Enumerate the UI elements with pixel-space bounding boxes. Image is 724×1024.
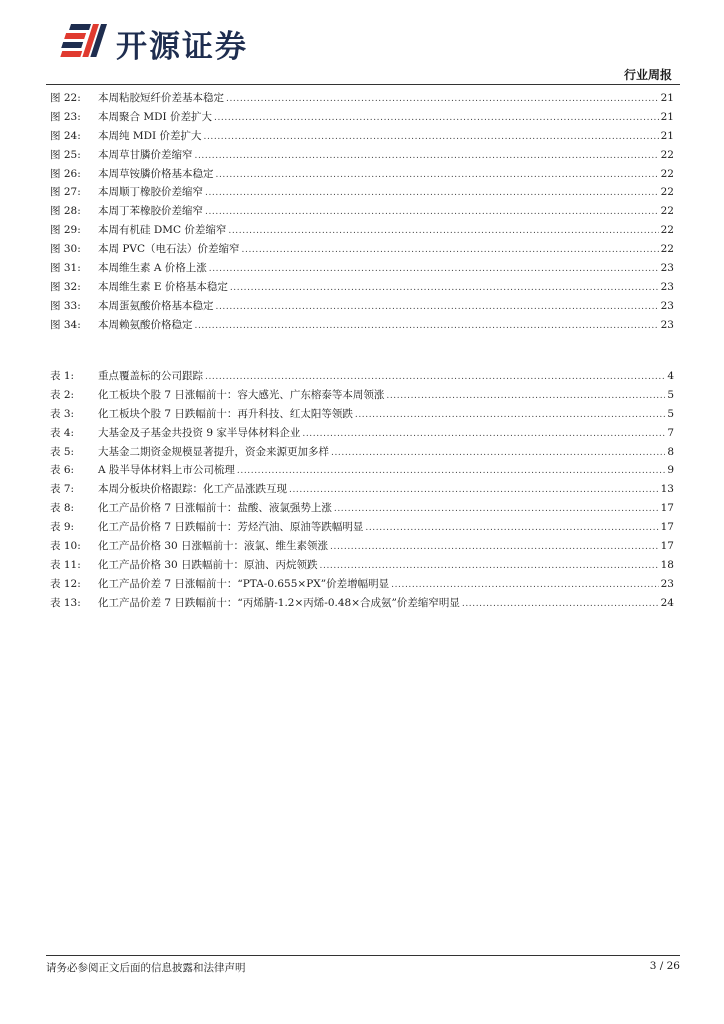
figure-page: 23 bbox=[660, 262, 674, 275]
dot-leader bbox=[216, 297, 659, 317]
kaiyuan-logo-icon bbox=[58, 21, 110, 65]
table-entry[interactable] bbox=[50, 594, 674, 613]
report-type: 行业周报 bbox=[623, 68, 672, 82]
figure-page: 23 bbox=[660, 280, 674, 293]
table-title: 化工板块个股 7 日跌幅前十：再升科技、红太阳等领跌 bbox=[98, 407, 353, 420]
figure-label: 图 26: bbox=[50, 167, 81, 180]
table-title: 化工产品价格 30 日涨幅前十：液氯、维生素领涨 bbox=[98, 540, 329, 553]
table-title: 大基金及子基金共投资 9 家半导体材料企业 bbox=[98, 426, 301, 439]
table-label: 表 6: bbox=[50, 464, 75, 477]
dot-leader bbox=[391, 575, 659, 595]
figure-page: 22 bbox=[660, 167, 674, 180]
table-label: 表 5: bbox=[50, 445, 75, 458]
dot-leader bbox=[320, 556, 659, 576]
table-label: 表 10: bbox=[50, 540, 81, 553]
table-title: A 股半导体材料上市公司梳理 bbox=[98, 464, 235, 477]
figure-entry[interactable] bbox=[50, 183, 674, 202]
figure-entry[interactable] bbox=[50, 89, 674, 108]
table-page: 24 bbox=[660, 596, 674, 609]
dot-leader bbox=[289, 480, 659, 500]
figure-label: 图 28: bbox=[50, 205, 81, 218]
table-title: 化工产品价格 7 日跌幅前十：芳烃汽油、原油等跌幅明显 bbox=[98, 521, 364, 534]
dot-leader bbox=[330, 537, 659, 557]
table-title: 化工产品价差 7 日涨幅前十：“PTA-0.655×PX”价差增幅明显 bbox=[98, 577, 390, 590]
dot-leader bbox=[355, 405, 665, 425]
table-entry[interactable] bbox=[50, 405, 674, 424]
figure-entry[interactable] bbox=[50, 221, 674, 240]
table-label: 表 13: bbox=[50, 596, 81, 609]
figure-label: 图 30: bbox=[50, 243, 81, 256]
dot-leader bbox=[228, 221, 658, 241]
figure-title: 本周赖氨酸价格稳定 bbox=[98, 318, 193, 331]
figure-page: 21 bbox=[660, 129, 674, 142]
figure-title: 本周维生素 E 价格基本稳定 bbox=[98, 280, 228, 293]
figure-title: 本周维生素 A 价格上涨 bbox=[98, 262, 207, 275]
table-title: 化工产品价格 30 日跌幅前十：原油、丙烷领跌 bbox=[98, 558, 318, 571]
figure-entry[interactable] bbox=[50, 240, 674, 259]
table-label: 表 7: bbox=[50, 483, 75, 496]
dot-leader bbox=[462, 594, 659, 614]
figure-title: 本周蛋氨酸价格基本稳定 bbox=[98, 299, 214, 312]
table-entry[interactable] bbox=[50, 537, 674, 556]
dot-leader bbox=[386, 386, 665, 406]
dot-leader bbox=[205, 183, 659, 203]
table-page: 4 bbox=[667, 370, 674, 382]
dot-leader bbox=[237, 461, 665, 481]
dot-leader bbox=[205, 202, 659, 222]
table-title: 化工产品价差 7 日跌幅前十：“丙烯腈-1.2×丙烯-0.48×合成氨”价差缩窄明显 bbox=[98, 596, 460, 609]
table-entry[interactable] bbox=[50, 424, 674, 443]
table-entry[interactable] bbox=[50, 499, 674, 518]
figure-entry[interactable] bbox=[50, 278, 674, 297]
table-entry[interactable] bbox=[50, 556, 674, 575]
figure-title: 本周聚合 MDI 价差扩大 bbox=[98, 110, 212, 123]
figure-label: 图 32: bbox=[50, 280, 81, 293]
figure-page: 22 bbox=[660, 224, 674, 237]
table-label: 表 11: bbox=[50, 558, 81, 571]
figure-entry[interactable] bbox=[50, 146, 674, 165]
figure-entry[interactable] bbox=[50, 127, 674, 146]
figure-entry[interactable] bbox=[50, 316, 674, 335]
dot-leader bbox=[226, 89, 659, 109]
figure-title: 本周纯 MDI 价差扩大 bbox=[98, 129, 202, 142]
dot-leader bbox=[204, 127, 659, 147]
table-title: 化工板块个股 7 日涨幅前十：容大感光、广东榕泰等本周领涨 bbox=[98, 388, 385, 401]
figure-title: 本周草铵膦价格基本稳定 bbox=[98, 167, 214, 180]
figure-label: 图 29: bbox=[50, 224, 81, 237]
figure-label: 图 24: bbox=[50, 129, 81, 142]
figure-page: 21 bbox=[660, 92, 674, 104]
table-label: 表 9: bbox=[50, 521, 75, 534]
table-page: 7 bbox=[667, 426, 674, 439]
figure-page: 22 bbox=[660, 243, 674, 256]
table-page: 5 bbox=[667, 388, 674, 401]
figure-label: 图 22: bbox=[50, 92, 81, 104]
table-page: 17 bbox=[660, 521, 674, 534]
figure-label: 图 23: bbox=[50, 110, 81, 123]
dot-leader bbox=[216, 165, 659, 185]
figure-page: 23 bbox=[660, 299, 674, 312]
dot-leader bbox=[334, 499, 659, 519]
dot-leader bbox=[365, 518, 658, 538]
company-logo bbox=[58, 20, 288, 66]
figure-label: 图 33: bbox=[50, 299, 81, 312]
figure-page: 22 bbox=[660, 205, 674, 218]
figure-entry[interactable] bbox=[50, 259, 674, 278]
table-page: 9 bbox=[667, 464, 674, 477]
dot-leader bbox=[242, 240, 659, 260]
table-entry[interactable] bbox=[50, 575, 674, 594]
figure-entry[interactable] bbox=[50, 165, 674, 184]
table-page: 17 bbox=[660, 540, 674, 553]
header-divider bbox=[46, 84, 680, 85]
figure-entry[interactable] bbox=[50, 297, 674, 316]
figure-list bbox=[50, 89, 674, 335]
dot-leader bbox=[214, 108, 659, 128]
table-entry[interactable] bbox=[50, 461, 674, 480]
figure-entry[interactable] bbox=[50, 108, 674, 127]
table-label: 表 3: bbox=[50, 407, 75, 420]
figure-label: 图 25: bbox=[50, 148, 81, 161]
footer-disclaimer: 请务必参阅正文后面的信息披露和法律声明 bbox=[46, 962, 246, 974]
table-entry[interactable] bbox=[50, 518, 674, 537]
page-number: 3 / 26 bbox=[649, 960, 680, 972]
table-title: 重点覆盖标的公司跟踪 bbox=[98, 370, 203, 382]
table-entry[interactable] bbox=[50, 480, 674, 499]
table-label: 表 12: bbox=[50, 577, 81, 590]
dot-leader bbox=[205, 367, 665, 387]
page-header bbox=[0, 0, 724, 86]
table-label: 表 1: bbox=[50, 370, 75, 382]
figure-page: 22 bbox=[660, 186, 674, 199]
figure-title: 本周草甘膦价差缩窄 bbox=[98, 148, 193, 161]
figure-page: 23 bbox=[660, 318, 674, 331]
table-entry[interactable] bbox=[50, 367, 674, 386]
table-entry[interactable] bbox=[50, 443, 674, 462]
table-label: 表 8: bbox=[50, 502, 75, 515]
table-page: 5 bbox=[667, 407, 674, 420]
figure-label: 图 31: bbox=[50, 262, 81, 275]
figure-title: 本周顺丁橡胶价差缩窄 bbox=[98, 186, 203, 199]
table-page: 23 bbox=[660, 577, 674, 590]
figure-label: 图 27: bbox=[50, 186, 81, 199]
table-label: 表 4: bbox=[50, 426, 75, 439]
table-title: 本周分板块价格跟踪：化工产品涨跌互现 bbox=[98, 483, 287, 496]
footer-divider bbox=[46, 955, 680, 956]
figure-title: 本周 PVC（电石法）价差缩窄 bbox=[98, 243, 240, 256]
figure-label: 图 34: bbox=[50, 318, 81, 331]
table-page: 18 bbox=[660, 558, 674, 571]
dot-leader bbox=[331, 443, 665, 463]
figure-title: 本周丁苯橡胶价差缩窄 bbox=[98, 205, 203, 218]
dot-leader bbox=[230, 278, 659, 298]
table-list bbox=[50, 367, 674, 613]
figure-title: 本周粘胶短纤价差基本稳定 bbox=[98, 92, 224, 104]
table-title: 大基金二期资金规模显著提升，资金来源更加多样 bbox=[98, 445, 329, 458]
company-name: 开源证券 bbox=[116, 28, 248, 65]
figure-title: 本周有机硅 DMC 价差缩窄 bbox=[98, 224, 227, 237]
dot-leader bbox=[195, 316, 659, 336]
dot-leader bbox=[302, 424, 665, 444]
figure-page: 21 bbox=[660, 110, 674, 123]
table-page: 17 bbox=[660, 502, 674, 515]
table-title: 化工产品价格 7 日涨幅前十：盐酸、液氯强势上涨 bbox=[98, 502, 332, 515]
table-entry[interactable] bbox=[50, 386, 674, 405]
figure-page: 22 bbox=[660, 148, 674, 161]
dot-leader bbox=[195, 146, 659, 166]
dot-leader bbox=[209, 259, 659, 279]
figure-entry[interactable] bbox=[50, 202, 674, 221]
table-label: 表 2: bbox=[50, 388, 75, 401]
table-page: 8 bbox=[667, 445, 674, 458]
table-page: 13 bbox=[660, 483, 674, 496]
